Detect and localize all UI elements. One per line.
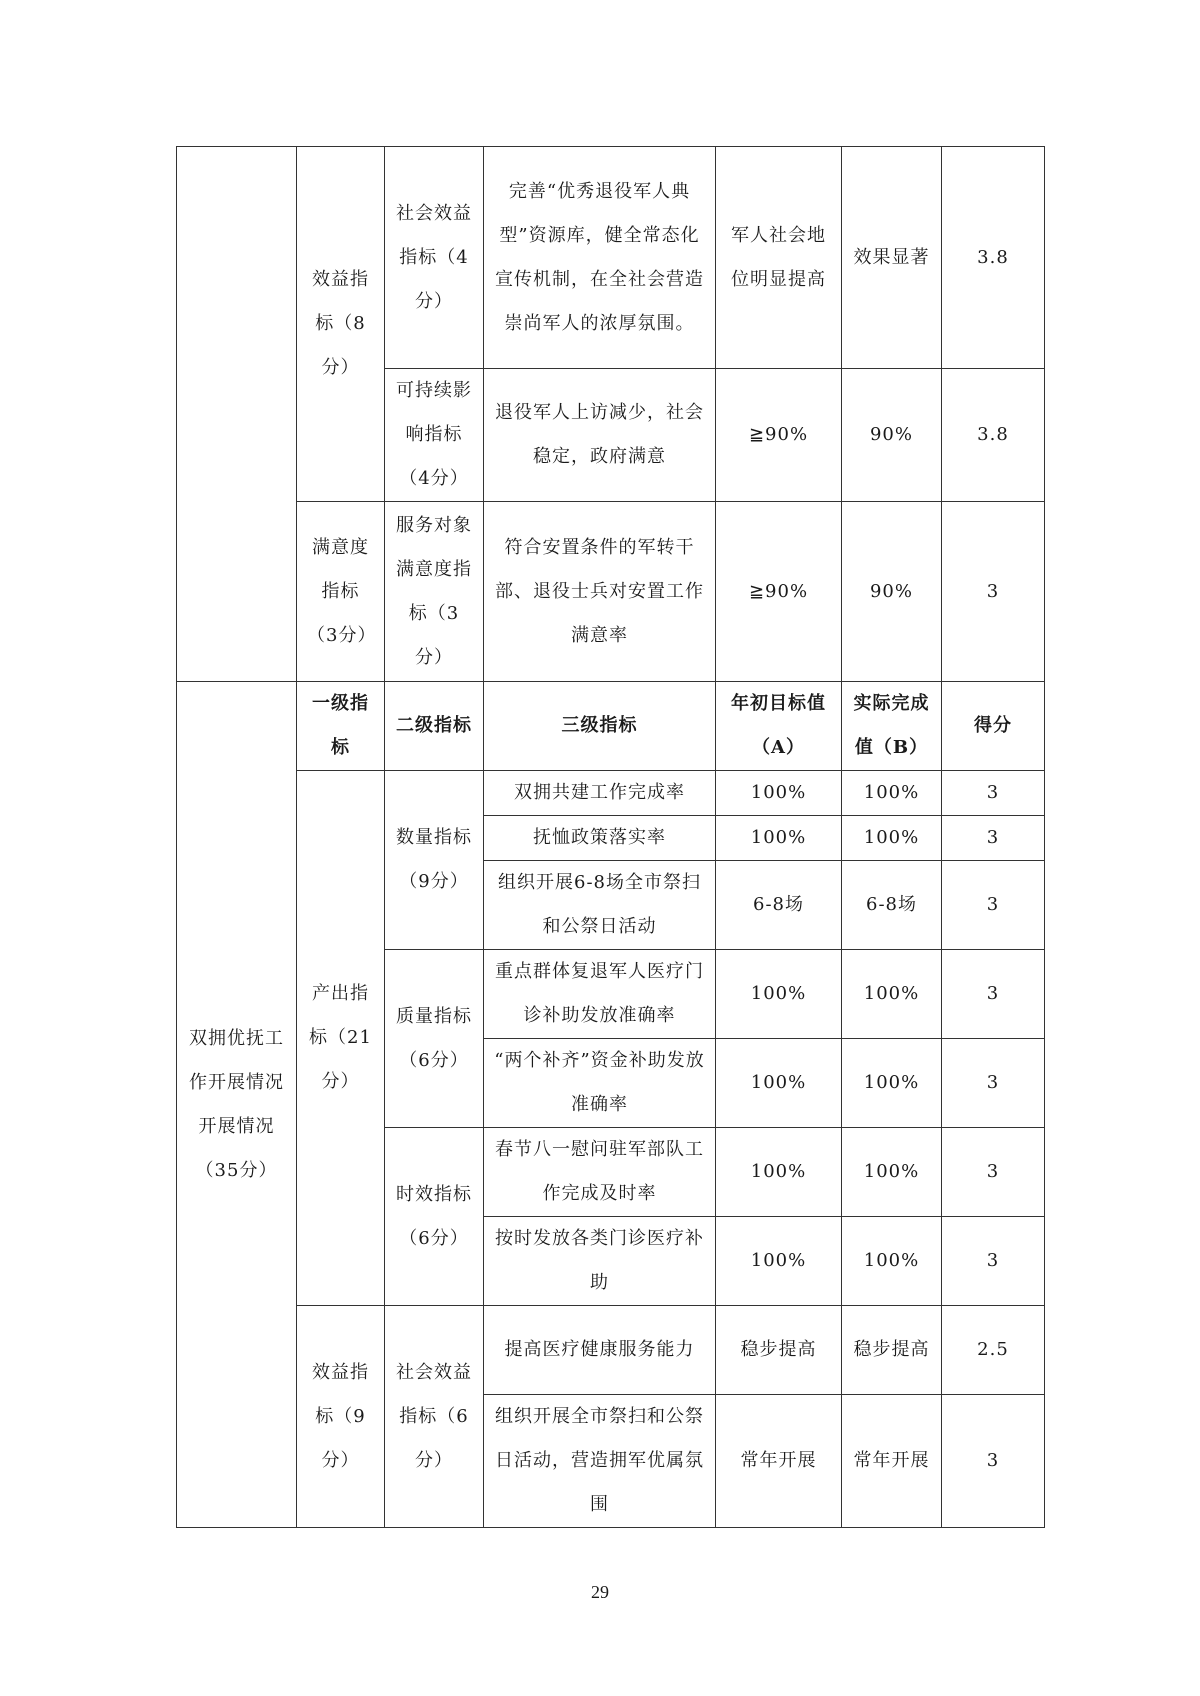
indicator-cell: “两个补齐”资金补助发放准确率 — [484, 1039, 716, 1128]
target-cell: ≧90% — [716, 369, 842, 502]
score-cell: 3 — [942, 1217, 1045, 1306]
level2-cell: 社会效益指标（4分） — [385, 147, 484, 369]
header-score: 得分 — [942, 682, 1045, 771]
target-cell: 6-8场 — [716, 861, 842, 950]
table-row — [177, 147, 1045, 369]
category-cell: 双拥优抚工作开展情况开展情况（35分） — [177, 682, 297, 1528]
indicator-cell: 完善“优秀退役军人典型”资源库，健全常态化宣传机制，在全社会营造崇尚军人的浓厚氛围。 — [484, 147, 716, 369]
level1-cell: 效益指标（9分） — [297, 1306, 385, 1528]
actual-cell: 常年开展 — [842, 1395, 942, 1528]
actual-cell: 90% — [842, 502, 942, 682]
target-cell: 军人社会地位明显提高 — [716, 147, 842, 369]
level2-cell: 质量指标（6分） — [385, 950, 484, 1128]
level1-cell: 效益指标（8分） — [297, 147, 385, 502]
level1-cell: 产出指标（21分） — [297, 771, 385, 1306]
indicator-cell: 重点群体复退军人医疗门诊补助发放准确率 — [484, 950, 716, 1039]
target-cell: 100% — [716, 950, 842, 1039]
empty-category-cell — [177, 147, 297, 682]
actual-cell: 100% — [842, 816, 942, 861]
actual-cell: 效果显著 — [842, 147, 942, 369]
indicator-cell: 春节八一慰问驻军部队工作完成及时率 — [484, 1128, 716, 1217]
performance-table — [176, 146, 1045, 1528]
header-level3: 三级指标 — [484, 682, 716, 771]
header-actual: 实际完成值（B） — [842, 682, 942, 771]
page-number: 29 — [591, 1582, 609, 1602]
indicator-cell: 组织开展全市祭扫和公祭日活动，营造拥军优属氛围 — [484, 1395, 716, 1528]
indicator-cell: 符合安置条件的军转干部、退役士兵对安置工作满意率 — [484, 502, 716, 682]
target-cell: 稳步提高 — [716, 1306, 842, 1395]
target-cell: 100% — [716, 1039, 842, 1128]
score-cell: 3 — [942, 1039, 1045, 1128]
target-cell: 100% — [716, 1128, 842, 1217]
actual-cell: 100% — [842, 1217, 942, 1306]
score-cell: 3 — [942, 502, 1045, 682]
actual-cell: 100% — [842, 1128, 942, 1217]
indicator-cell: 双拥共建工作完成率 — [484, 771, 716, 816]
level1-cell: 满意度指标（3分） — [297, 502, 385, 682]
score-cell: 2.5 — [942, 1306, 1045, 1395]
target-cell: 100% — [716, 771, 842, 816]
actual-cell: 6-8场 — [842, 861, 942, 950]
target-cell: 100% — [716, 1217, 842, 1306]
score-cell: 3.8 — [942, 369, 1045, 502]
indicator-cell: 组织开展6-8场全市祭扫和公祭日活动 — [484, 861, 716, 950]
header-level1: 一级指标 — [297, 682, 385, 771]
level2-cell: 时效指标（6分） — [385, 1128, 484, 1306]
score-cell: 3 — [942, 1128, 1045, 1217]
header-level2: 二级指标 — [385, 682, 484, 771]
score-cell: 3.8 — [942, 147, 1045, 369]
table-row — [177, 771, 1045, 816]
table-row — [177, 1306, 1045, 1395]
indicator-cell: 按时发放各类门诊医疗补助 — [484, 1217, 716, 1306]
actual-cell: 100% — [842, 771, 942, 816]
score-cell: 3 — [942, 861, 1045, 950]
actual-cell: 90% — [842, 369, 942, 502]
score-cell: 3 — [942, 950, 1045, 1039]
score-cell: 3 — [942, 816, 1045, 861]
table-header-row — [177, 682, 1045, 771]
actual-cell: 稳步提高 — [842, 1306, 942, 1395]
actual-cell: 100% — [842, 950, 942, 1039]
level2-cell: 服务对象满意度指标（3分） — [385, 502, 484, 682]
level2-cell: 可持续影响指标（4分） — [385, 369, 484, 502]
table-row — [177, 502, 1045, 682]
indicator-cell: 提高医疗健康服务能力 — [484, 1306, 716, 1395]
level2-cell: 社会效益指标（6分） — [385, 1306, 484, 1528]
indicator-cell: 退役军人上访减少，社会稳定，政府满意 — [484, 369, 716, 502]
actual-cell: 100% — [842, 1039, 942, 1128]
header-target: 年初目标值（A） — [716, 682, 842, 771]
score-cell: 3 — [942, 771, 1045, 816]
target-cell: ≧90% — [716, 502, 842, 682]
indicator-cell: 抚恤政策落实率 — [484, 816, 716, 861]
target-cell: 100% — [716, 816, 842, 861]
level2-cell: 数量指标（9分） — [385, 771, 484, 950]
target-cell: 常年开展 — [716, 1395, 842, 1528]
score-cell: 3 — [942, 1395, 1045, 1528]
